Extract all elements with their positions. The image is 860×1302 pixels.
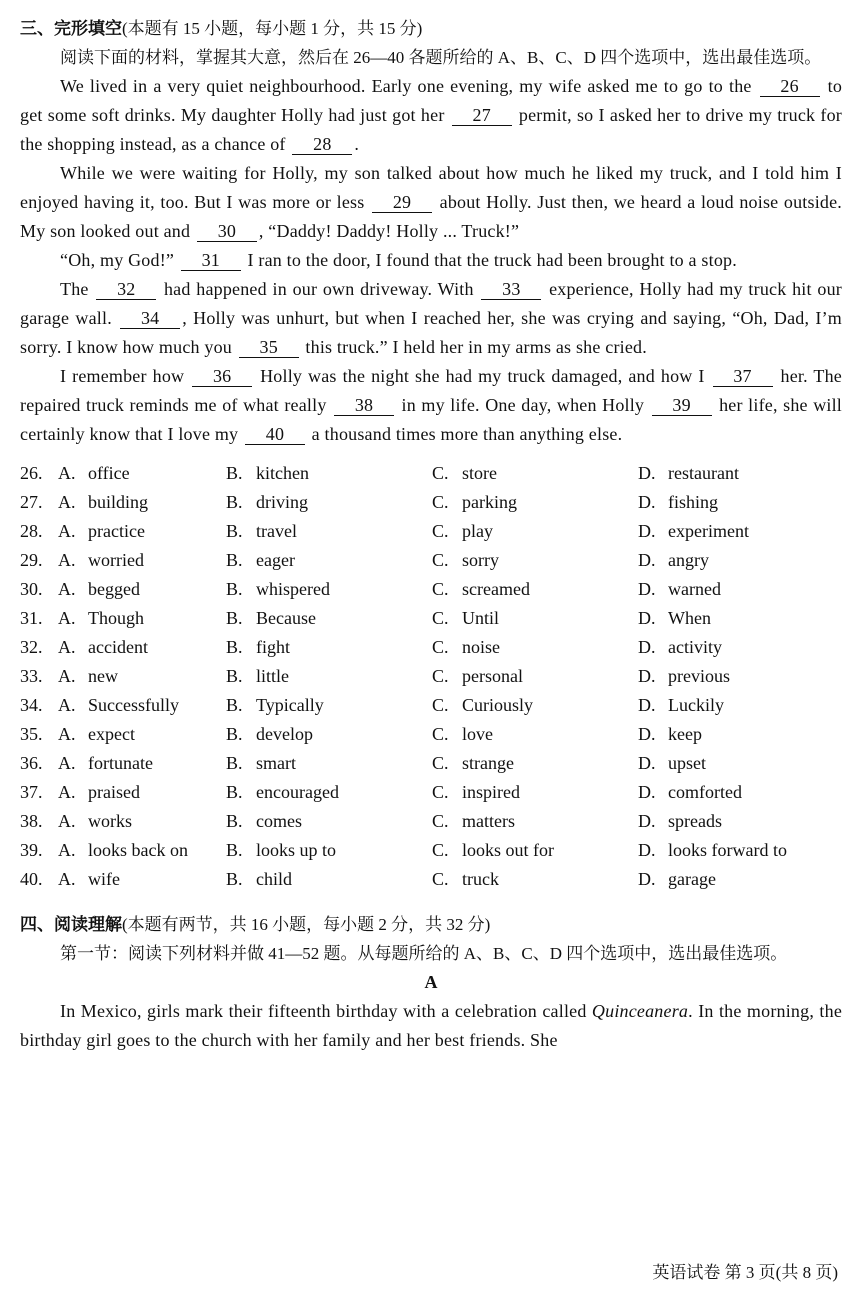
option-text: fight — [256, 637, 290, 657]
option-text: office — [88, 463, 130, 483]
option-letter: D. — [638, 492, 656, 512]
option-letter: B. — [226, 608, 243, 628]
question-number: 33. — [20, 666, 43, 686]
blank-36: 36 — [192, 366, 252, 387]
text-span: , Holly was unhurt, but when I reached her, she was crying and saying, “Oh, Dad, I’m sorry. I know how much you — [20, 308, 842, 357]
option-letter: D. — [638, 608, 656, 628]
option-c — [432, 807, 638, 836]
option-letter: A. — [58, 463, 76, 483]
option-letter: C. — [432, 608, 449, 628]
option-c — [432, 720, 638, 749]
option-text: little — [256, 666, 289, 686]
option-text: strange — [462, 753, 514, 773]
option-letter: B. — [226, 637, 243, 657]
option-a — [58, 575, 226, 604]
option-text: matters — [462, 811, 515, 831]
option-row — [20, 633, 842, 662]
option-c — [432, 778, 638, 807]
text-span: In Mexico, girls mark their fifteenth birthday with a celebration called — [60, 1001, 587, 1021]
question-number: 26. — [20, 463, 43, 483]
option-text: Successfully — [88, 695, 179, 715]
option-d — [638, 865, 842, 894]
option-letter: B. — [226, 695, 243, 715]
option-text: whispered — [256, 579, 330, 599]
option-letter: B. — [226, 463, 243, 483]
option-text: truck — [462, 869, 499, 889]
option-b — [226, 633, 432, 662]
question-number: 30. — [20, 579, 43, 599]
option-letter: C. — [432, 869, 449, 889]
option-text: Curiously — [462, 695, 534, 715]
blank-32: 32 — [96, 279, 156, 300]
text-span: about Holly. Just then, we heard a loud noise outside. My son looked out and — [20, 192, 843, 241]
option-text: play — [462, 521, 493, 541]
option-row — [20, 720, 842, 749]
question-number: 34. — [20, 695, 43, 715]
option-row — [20, 691, 842, 720]
option-letter: B. — [226, 811, 243, 831]
option-letter: A. — [58, 579, 76, 599]
text-span: her. The repaired truck reminds me of what really — [20, 366, 842, 415]
option-text: keep — [668, 724, 702, 744]
option-letter: D. — [638, 666, 656, 686]
option-text: inspired — [462, 782, 520, 802]
text-span: a thousand times more than anything else. — [311, 424, 623, 444]
blank-29: 29 — [372, 192, 432, 213]
option-c — [432, 836, 638, 865]
option-b — [226, 546, 432, 575]
option-a — [58, 720, 226, 749]
option-letter: A. — [58, 695, 76, 715]
option-text: restaurant — [668, 463, 739, 483]
option-text: When — [668, 608, 711, 628]
blank-35: 35 — [239, 337, 299, 358]
option-row — [20, 807, 842, 836]
option-letter: C. — [432, 666, 449, 686]
option-letter: A. — [58, 811, 76, 831]
option-letter: D. — [638, 579, 656, 599]
option-text: love — [462, 724, 493, 744]
text-span: in my life. One day, when Holly — [401, 395, 645, 415]
option-text: looks up to — [256, 840, 337, 860]
option-text: activity — [668, 637, 722, 657]
option-letter: B. — [226, 840, 243, 860]
option-letter: A. — [58, 753, 76, 773]
question-number: 39. — [20, 840, 43, 860]
option-letter: A. — [58, 666, 76, 686]
option-d — [638, 575, 842, 604]
option-letter: C. — [432, 840, 449, 860]
section-4-heading — [20, 910, 842, 939]
option-letter: D. — [638, 637, 656, 657]
option-text: noise — [462, 637, 500, 657]
text-span: While we were waiting for Holly, my son talked about how much he liked my truck, and I told him I enjoyed having it, too. But I was more or less — [20, 163, 842, 212]
option-b — [226, 517, 432, 546]
option-b — [226, 575, 432, 604]
option-text: spreads — [668, 811, 722, 831]
option-letter: A. — [58, 492, 76, 512]
option-a — [58, 604, 226, 633]
option-letter: A. — [58, 869, 76, 889]
option-c — [432, 749, 638, 778]
exam-page — [20, 14, 842, 1055]
section-4-title: 四、阅读理解 — [20, 915, 122, 934]
option-letter: D. — [638, 753, 656, 773]
passage-paragraph-5 — [20, 362, 842, 449]
option-text: looks back on — [88, 840, 188, 860]
section-4-note: (本题有两节，共 16 小题，每小题 2 分，共 32 分) — [122, 915, 491, 934]
option-text: new — [88, 666, 118, 686]
option-letter: A. — [58, 637, 76, 657]
option-text: angry — [668, 550, 709, 570]
option-letter: B. — [226, 724, 243, 744]
option-row — [20, 575, 842, 604]
option-text: travel — [256, 521, 297, 541]
blank-30: 30 — [197, 221, 257, 242]
option-letter: C. — [432, 782, 449, 802]
option-text: practice — [88, 521, 145, 541]
option-b — [226, 720, 432, 749]
option-d — [638, 633, 842, 662]
option-b — [226, 691, 432, 720]
option-row — [20, 488, 842, 517]
text-span: . — [354, 134, 360, 154]
option-text: parking — [462, 492, 517, 512]
option-letter: B. — [226, 579, 243, 599]
option-b — [226, 459, 432, 488]
blank-40: 40 — [245, 424, 305, 445]
option-text: Until — [462, 608, 500, 628]
passage-a-paragraph-1 — [20, 997, 842, 1055]
option-text: looks out for — [462, 840, 554, 860]
option-text: building — [88, 492, 149, 512]
text-span: We lived in a very quiet neighbourhood. Early one evening, my wife asked me to go to the — [60, 76, 752, 96]
option-a — [58, 517, 226, 546]
question-number: 29. — [20, 550, 43, 570]
option-letter: D. — [638, 811, 656, 831]
passage-a-title: A — [424, 972, 438, 992]
option-letter: C. — [432, 811, 449, 831]
question-number: 37. — [20, 782, 43, 802]
option-b — [226, 865, 432, 894]
question-number: 40. — [20, 869, 43, 889]
option-a — [58, 662, 226, 691]
option-text: upset — [668, 753, 706, 773]
option-d — [638, 546, 842, 575]
section-3-heading — [20, 14, 842, 43]
option-letter: D. — [638, 521, 656, 541]
text-span: her life, she will certainly know that I love my — [20, 395, 842, 444]
option-a — [58, 691, 226, 720]
option-d — [638, 836, 842, 865]
option-letter: C. — [432, 695, 449, 715]
option-letter: D. — [638, 724, 656, 744]
option-d — [638, 720, 842, 749]
option-text: Luckily — [668, 695, 724, 715]
option-row — [20, 546, 842, 575]
option-letter: C. — [432, 492, 449, 512]
option-letter: D. — [638, 782, 656, 802]
option-letter: B. — [226, 492, 243, 512]
option-row — [20, 836, 842, 865]
text-span: , “Daddy! Daddy! Holly ... Truck!” — [258, 221, 520, 241]
option-a — [58, 633, 226, 662]
option-letter: C. — [432, 724, 449, 744]
option-row — [20, 778, 842, 807]
option-text: begged — [88, 579, 140, 599]
option-d — [638, 807, 842, 836]
option-text: sorry — [462, 550, 499, 570]
option-c — [432, 488, 638, 517]
text-span: this truck.” I held her in my arms as she cried. — [305, 337, 647, 357]
option-letter: C. — [432, 521, 449, 541]
option-text: warned — [668, 579, 721, 599]
passage-paragraph-4 — [20, 275, 842, 362]
option-letter: B. — [226, 550, 243, 570]
text-span: to get some soft drinks. My daughter Holly had just got her — [20, 76, 843, 125]
option-letter: B. — [226, 782, 243, 802]
option-b — [226, 749, 432, 778]
blank-28: 28 — [292, 134, 352, 155]
blank-37: 37 — [713, 366, 773, 387]
option-letter: D. — [638, 840, 656, 860]
option-a — [58, 488, 226, 517]
option-a — [58, 459, 226, 488]
quinceanera-term: Quinceanera — [591, 1001, 689, 1021]
option-c — [432, 691, 638, 720]
option-letter: C. — [432, 579, 449, 599]
option-text: wife — [88, 869, 120, 889]
option-b — [226, 488, 432, 517]
option-d — [638, 662, 842, 691]
option-c — [432, 517, 638, 546]
text-span: experience, Holly had my truck hit our garage wall. — [20, 279, 842, 328]
option-a — [58, 807, 226, 836]
option-a — [58, 865, 226, 894]
blank-26: 26 — [760, 76, 820, 97]
option-letter: A. — [58, 782, 76, 802]
option-a — [58, 749, 226, 778]
option-text: child — [256, 869, 292, 889]
option-b — [226, 604, 432, 633]
text-span: “Oh, my God!” — [60, 250, 175, 270]
option-letter: B. — [226, 666, 243, 686]
option-text: personal — [462, 666, 523, 686]
option-d — [638, 488, 842, 517]
option-letter: D. — [638, 550, 656, 570]
section-3-note: (本题有 15 小题，每小题 1 分，共 15 分) — [122, 19, 423, 38]
option-text: Typically — [256, 695, 324, 715]
option-d — [638, 604, 842, 633]
option-c — [432, 865, 638, 894]
option-letter: A. — [58, 724, 76, 744]
option-letter: C. — [432, 550, 449, 570]
option-letter: B. — [226, 521, 243, 541]
option-text: store — [462, 463, 497, 483]
blank-33: 33 — [481, 279, 541, 300]
option-letter: A. — [58, 840, 76, 860]
question-number: 32. — [20, 637, 43, 657]
option-c — [432, 546, 638, 575]
option-text: driving — [256, 492, 308, 512]
option-letter: C. — [432, 637, 449, 657]
blank-31: 31 — [181, 250, 241, 271]
option-text: smart — [256, 753, 296, 773]
option-text: experiment — [668, 521, 749, 541]
option-text: comes — [256, 811, 302, 831]
option-c — [432, 633, 638, 662]
option-text: Though — [88, 608, 144, 628]
section-3-instruction: 阅读下面的材料，掌握其大意，然后在 26—40 各题所给的 A、B、C、D 四个选项中，选出最佳选项。 — [60, 48, 822, 67]
option-row — [20, 749, 842, 778]
option-text: fortunate — [88, 753, 153, 773]
question-number: 36. — [20, 753, 43, 773]
option-text: kitchen — [256, 463, 309, 483]
option-text: previous — [668, 666, 730, 686]
blank-38: 38 — [334, 395, 394, 416]
option-letter: D. — [638, 463, 656, 483]
blank-34: 34 — [120, 308, 180, 329]
question-number: 31. — [20, 608, 43, 628]
option-letter: A. — [58, 608, 76, 628]
option-text: praised — [88, 782, 140, 802]
option-b — [226, 662, 432, 691]
option-text: worried — [88, 550, 144, 570]
option-c — [432, 662, 638, 691]
option-a — [58, 836, 226, 865]
option-text: encouraged — [256, 782, 339, 802]
option-text: comforted — [668, 782, 742, 802]
option-text: fishing — [668, 492, 719, 512]
option-row — [20, 662, 842, 691]
option-text: looks forward to — [668, 840, 787, 860]
option-d — [638, 459, 842, 488]
option-text: eager — [256, 550, 295, 570]
passage-paragraph-1 — [20, 72, 842, 159]
option-letter: C. — [432, 463, 449, 483]
option-row — [20, 459, 842, 488]
question-number: 27. — [20, 492, 43, 512]
option-d — [638, 691, 842, 720]
option-c — [432, 575, 638, 604]
blank-39: 39 — [652, 395, 712, 416]
option-text: works — [88, 811, 132, 831]
text-span: . In the morning, the birthday girl goes to the church with her family and her best friends. She — [20, 1001, 843, 1050]
text-span: I ran to the door, I found that the truck had been brought to a stop. — [247, 250, 737, 270]
option-b — [226, 778, 432, 807]
option-text: screamed — [462, 579, 530, 599]
option-d — [638, 778, 842, 807]
option-text: develop — [256, 724, 313, 744]
text-span: permit, so I asked her to drive my truck for the shopping instead, as a chance of — [20, 105, 842, 154]
option-row — [20, 604, 842, 633]
question-number: 28. — [20, 521, 43, 541]
option-text: accident — [88, 637, 148, 657]
page-footer: 英语试卷 第 3 页(共 8 页) — [652, 1263, 838, 1282]
question-number: 38. — [20, 811, 43, 831]
option-d — [638, 517, 842, 546]
passage-paragraph-2 — [20, 159, 842, 246]
option-a — [58, 546, 226, 575]
option-letter: A. — [58, 550, 76, 570]
passage-paragraph-3 — [20, 246, 842, 275]
text-span: had happened in our own driveway. With — [163, 279, 474, 299]
option-letter: B. — [226, 869, 243, 889]
answer-options-list — [20, 459, 842, 894]
option-c — [432, 459, 638, 488]
option-text: Because — [256, 608, 316, 628]
option-letter: B. — [226, 753, 243, 773]
option-letter: D. — [638, 695, 656, 715]
option-c — [432, 604, 638, 633]
option-b — [226, 836, 432, 865]
section-3-title: 三、完形填空 — [20, 19, 122, 38]
text-span: Holly was the night she had my truck damaged, and how I — [260, 366, 705, 386]
option-a — [58, 778, 226, 807]
option-row — [20, 865, 842, 894]
option-letter: C. — [432, 753, 449, 773]
question-number: 35. — [20, 724, 43, 744]
option-text: expect — [88, 724, 135, 744]
option-letter: D. — [638, 869, 656, 889]
option-text: garage — [668, 869, 716, 889]
text-span: The — [60, 279, 89, 299]
option-row — [20, 517, 842, 546]
option-letter: A. — [58, 521, 76, 541]
blank-27: 27 — [452, 105, 512, 126]
option-b — [226, 807, 432, 836]
text-span: I remember how — [60, 366, 185, 386]
option-d — [638, 749, 842, 778]
section-4-instruction: 第一节：阅读下列材料并做 41—52 题。从每题所给的 A、B、C、D 四个选项中，选出最佳选项。 — [60, 944, 788, 963]
